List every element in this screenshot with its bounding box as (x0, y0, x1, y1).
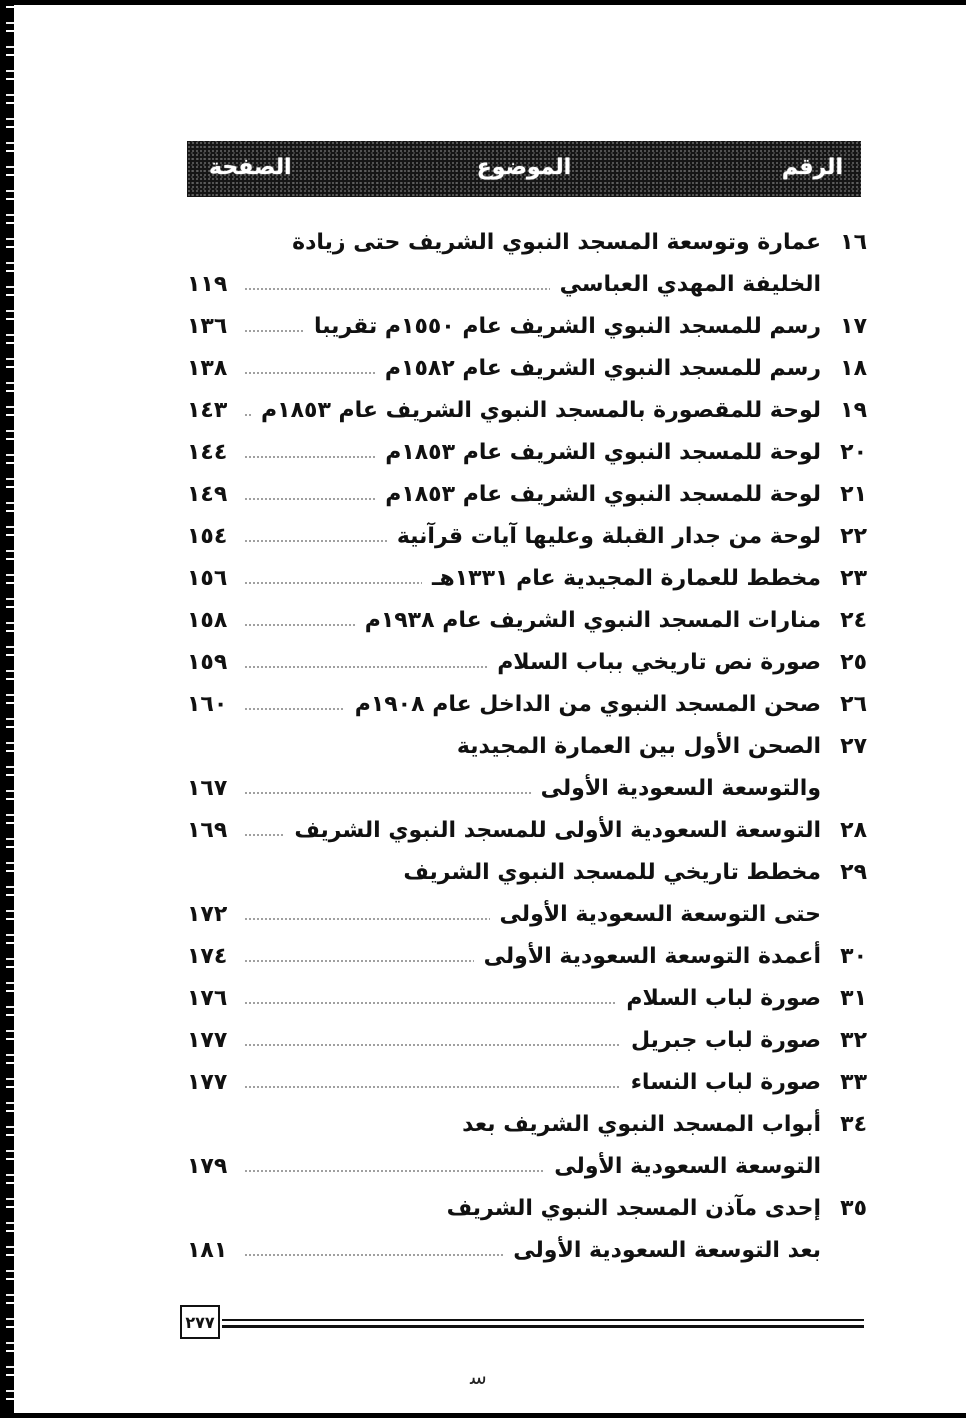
toc-row (187, 390, 867, 430)
dot-leader (245, 834, 284, 836)
entry-title: بعد التوسعة السعودية الأولى (513, 1237, 821, 1263)
dot-leader (245, 498, 375, 500)
toc-row (187, 558, 867, 598)
toc-row-continuation (187, 1230, 867, 1270)
toc-row-continuation (187, 894, 867, 934)
entry-number: ١٧ (840, 313, 867, 339)
entry-number: ٢٣ (840, 565, 867, 591)
entry-title: حتى التوسعة السعودية الأولى (499, 901, 821, 927)
dot-leader (245, 1086, 621, 1088)
toc-row (187, 1020, 867, 1060)
entry-title: أبواب المسجد النبوي الشريف بعد (462, 1111, 821, 1137)
entry-number: ٣٣ (840, 1069, 867, 1095)
entry-page: ١٥٩ (187, 649, 228, 675)
toc-row (187, 516, 867, 556)
entry-page: ١٤٤ (187, 439, 228, 465)
dot-leader (245, 582, 422, 584)
entry-page: ١٤٩ (187, 481, 228, 507)
entry-page: ١٧٩ (187, 1153, 228, 1179)
entry-page: ١٨١ (187, 1237, 228, 1263)
entry-number: ٣٠ (840, 943, 867, 969)
toc-row (187, 810, 867, 850)
toc-row-continuation (187, 768, 867, 808)
header-number-label: الرقم (781, 155, 843, 180)
entry-number: ٣٢ (840, 1027, 867, 1053)
entry-page: ١٥٦ (187, 565, 228, 591)
entry-page: ١٧٢ (187, 901, 228, 927)
entry-title: مخطط للعمارة المجيدية عام ١٣٣١هـ (431, 565, 821, 591)
entry-title: صورة نص تاريخي بباب السلام (497, 649, 821, 675)
dot-leader (245, 414, 251, 416)
entry-title: لوحة للمسجد النبوي الشريف عام ١٨٥٣م (385, 481, 821, 507)
toc-row (187, 684, 867, 724)
entry-number: ٢٥ (840, 649, 867, 675)
page-number: ٢٧٧ (185, 1312, 215, 1332)
scan-edge-left-dark (0, 0, 6, 1418)
entry-title: عمارة وتوسعة المسجد النبوي الشريف حتى زيادة (292, 229, 821, 255)
toc-row (187, 978, 867, 1018)
entry-title: لوحة من جدار القبلة وعليها آيات قرآنية (396, 523, 821, 549)
entry-number: ٢٩ (840, 859, 867, 885)
toc-row (187, 600, 867, 640)
toc-row (187, 726, 867, 766)
entry-title: صورة لباب جبريل (630, 1027, 821, 1053)
dot-leader (245, 1254, 503, 1256)
toc-row (187, 432, 867, 472)
entry-number: ٢٨ (840, 817, 867, 843)
entry-page: ١٧٧ (187, 1069, 228, 1095)
dot-leader (245, 288, 550, 290)
footer-rule (222, 1325, 864, 1328)
entry-number: ٢٧ (840, 733, 867, 759)
dot-leader (245, 1044, 621, 1046)
header-page-label: الصفحة (209, 155, 292, 180)
dot-leader (245, 330, 304, 332)
entry-number: ٢٠ (840, 439, 867, 465)
toc-row-continuation (187, 1146, 867, 1186)
entry-page: ١٧٤ (187, 943, 228, 969)
entry-page: ١٦٠ (187, 691, 228, 717)
toc-row (187, 474, 867, 514)
dot-leader (245, 1002, 616, 1004)
entry-page: ١٦٩ (187, 817, 228, 843)
toc-row (187, 642, 867, 682)
dot-leader (245, 960, 474, 962)
entry-number: ٢١ (840, 481, 867, 507)
entry-number: ١٩ (840, 397, 867, 423)
page-number-box (180, 1305, 220, 1339)
entry-title: الصحن الأول بين العمارة المجيدية (456, 733, 821, 759)
entry-title: منارات المسجد النبوي الشريف عام ١٩٣٨م (364, 607, 821, 633)
dot-leader (245, 666, 487, 668)
header-topic-label: الموضوع (476, 155, 572, 180)
entry-title: صحن المسجد النبوي من الداخل عام ١٩٠٨م (354, 691, 821, 717)
dot-leader (245, 708, 345, 710)
entry-title: رسم للمسجد النبوي الشريف عام ١٥٥٠م تقريبا (313, 313, 821, 339)
entry-title: الخليفة المهدي العباسي (559, 271, 821, 297)
dot-leader (245, 1170, 544, 1172)
scan-edge-top (14, 0, 966, 5)
entry-number: ١٨ (840, 355, 867, 381)
entry-page: ١٤٣ (187, 397, 228, 423)
dot-leader (245, 540, 387, 542)
entry-page: ١٥٤ (187, 523, 228, 549)
toc-row (187, 222, 867, 262)
toc-row (187, 1062, 867, 1102)
dot-leader (245, 456, 375, 458)
entry-page: ١٣٦ (187, 313, 228, 339)
toc-row (187, 936, 867, 976)
toc-row (187, 1188, 867, 1228)
dot-leader (245, 372, 375, 374)
entry-title: صورة لباب النساء (630, 1069, 821, 1095)
entry-title: إحدى مآذن المسجد النبوي الشريف (446, 1195, 821, 1221)
footer-rule (222, 1319, 864, 1321)
entry-title: صورة لباب السلام (626, 985, 821, 1011)
entry-title: لوحة للمقصورة بالمسجد النبوي الشريف عام ١٨٥٣م (261, 397, 821, 423)
entry-number: ٣٥ (840, 1195, 867, 1221)
table-header (187, 141, 861, 197)
entry-page: ١٦٧ (187, 775, 228, 801)
entry-title: أعمدة التوسعة السعودية الأولى (483, 943, 821, 969)
scan-edge-bottom (0, 1413, 966, 1418)
entry-page: ١٧٧ (187, 1027, 228, 1053)
entry-title: والتوسعة السعودية الأولى (540, 775, 821, 801)
entry-title: رسم للمسجد النبوي الشريف عام ١٥٨٢م (384, 355, 821, 381)
entry-title: التوسعة السعودية الأولى للمسجد النبوي الشريف (294, 817, 821, 843)
dot-leader (245, 792, 531, 794)
toc-row (187, 852, 867, 892)
toc-row (187, 1104, 867, 1144)
entry-page: ١٧٦ (187, 985, 228, 1011)
entry-number: ٣٤ (840, 1111, 867, 1137)
toc-row (187, 348, 867, 388)
entry-title: مخطط تاريخي للمسجد النبوي الشريف (403, 859, 821, 885)
entry-page: ١١٩ (187, 271, 228, 297)
dot-leader (245, 624, 355, 626)
entry-page: ١٥٨ (187, 607, 228, 633)
entry-title: التوسعة السعودية الأولى (554, 1153, 821, 1179)
entry-number: ٢٤ (840, 607, 867, 633)
toc-row-continuation (187, 264, 867, 304)
entry-number: ٢٦ (840, 691, 867, 717)
entry-title: لوحة للمسجد النبوي الشريف عام ١٨٥٣م (385, 439, 821, 465)
entry-number: ٣١ (840, 985, 867, 1011)
toc-row (187, 306, 867, 346)
handwritten-mark: ﺳ (470, 1365, 487, 1389)
entry-number: ١٦ (840, 229, 867, 255)
entry-number: ٢٢ (840, 523, 867, 549)
dot-leader (245, 918, 490, 920)
entry-page: ١٣٨ (187, 355, 228, 381)
